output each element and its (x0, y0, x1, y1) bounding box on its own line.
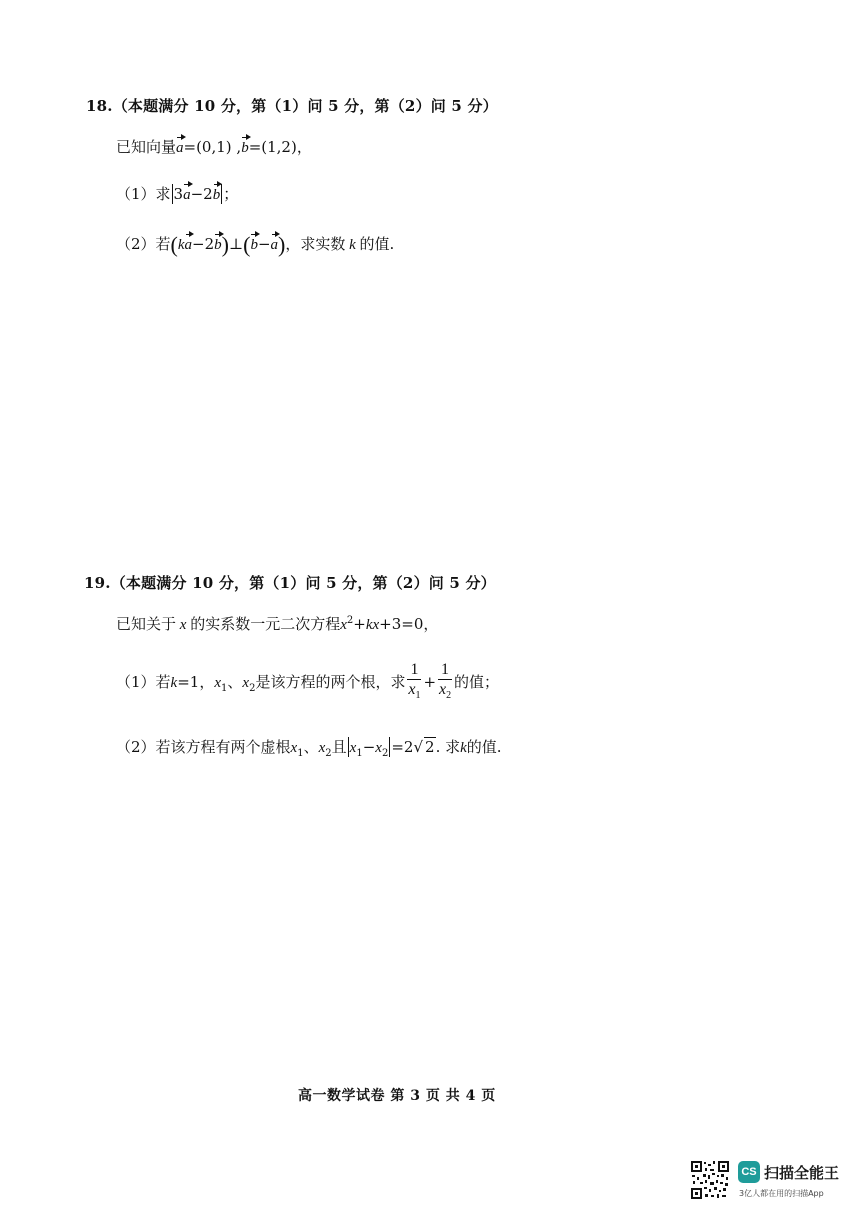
q18-given: 已知向量a=(0,1) ,b=(1,2)， (116, 138, 312, 156)
q18-b-value: =(1,2) (248, 138, 297, 156)
q19-part1-label: （1）若 (116, 673, 171, 692)
q18-given-prefix: 已知向量 (116, 138, 177, 156)
q18-part1-end: ； (223, 185, 239, 203)
q19-part2-label: （2）若该方程有两个虚根 (116, 738, 291, 756)
q19-part1-end: 的值； (454, 673, 500, 692)
q18-part2-end: ，求实数 (285, 235, 346, 253)
q19-given-prefix: 已知关于 (116, 615, 177, 633)
qr-code-icon (690, 1160, 730, 1200)
q19-part1-sep: 、 (227, 673, 243, 692)
q19-part2-end: . 求 (435, 738, 461, 756)
q18-part2-tail: 的值. (359, 235, 395, 253)
scanner-tagline: 3亿人都在用的扫描App (739, 1189, 824, 1198)
q18-a-value: =(0,1) (183, 138, 232, 156)
vector-a: a (176, 140, 184, 156)
q19-part2-tail: 的值. (466, 738, 502, 756)
q19-part2: （2）若该方程有两个虚根$x_1$、$x_2$且 $x_1-x_2 =2√$ 2. 求k的值. (116, 738, 502, 759)
q19-part2-and: 且 (331, 738, 347, 756)
page-footer: 高一数学试卷 第 3 页 共 4 页 (298, 1088, 496, 1104)
q18-comma: ， (296, 138, 312, 156)
q18-part1-label: （1）求 (116, 185, 171, 203)
q19-given-mid: 的实系数一元二次方程 (190, 615, 341, 633)
q19-part1-k: =1， (177, 673, 215, 692)
q19-given: 已知关于 x 的实系数一元二次方程$x^2+kx+3=0$， (116, 615, 439, 633)
camscanner-logo-icon: CS (738, 1161, 760, 1183)
vector-b: b (241, 140, 249, 156)
q19-part1: （1）若k=1，$x_1$、$x_2$是该方程的两个根，求 $\frac{1}{x_1}$ + $\frac{1}{x_2}$ 的值； (116, 661, 499, 705)
q19-given-eq-end: +3=0， (379, 615, 439, 633)
q19-part2-eq: =2 (391, 738, 414, 756)
fraction-1-over-x1: $\frac{1}{x_1}$ (408, 661, 421, 702)
q19-header: 19.（本题满分 10 分，第（1）问 5 分，第（2）问 5 分） (84, 574, 496, 592)
q18-part1: （1）求 3a−2b ； (116, 185, 239, 203)
q18-part2-label: （2）若 (116, 235, 171, 253)
q19-part2-sep: 、 (303, 738, 319, 756)
fraction-1-over-x2: $\frac{1}{x_2}$ (438, 661, 452, 702)
q19-part1-mid: 是该方程的两个根，求 (255, 673, 406, 692)
q18-part2: （2）若(ka−2b)⊥(b−a)，求实数 k 的值. (116, 232, 395, 257)
scanner-app-name: 扫描全能王 (764, 1164, 840, 1182)
q18-header: 18.（本题满分 10 分，第（1）问 5 分，第（2）问 5 分） (86, 97, 498, 115)
